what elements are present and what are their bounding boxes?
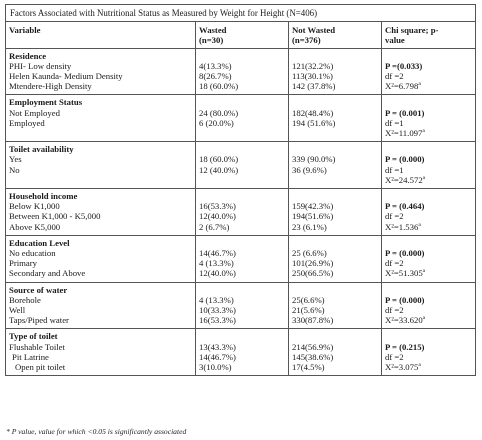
- not-wasted-value: 17(4.5%): [292, 362, 325, 373]
- p-value: P =(0.033): [385, 60, 423, 71]
- header-variable: Variable: [6, 22, 196, 48]
- wasted-cell: [196, 235, 289, 282]
- row-label: Primary: [9, 258, 37, 269]
- section-variable-cell: [6, 235, 196, 282]
- not-wasted-value: 339 (90.0%): [292, 154, 336, 165]
- chi-square-number: X²=1.536: [385, 221, 419, 232]
- header-chi-square: Chi square; p- value: [382, 22, 476, 48]
- p-value: P = (0.001): [385, 107, 425, 118]
- wasted-value: 18 (60.0%): [199, 154, 239, 165]
- degrees-of-freedom: df =2: [385, 305, 404, 316]
- section-row: [6, 95, 476, 142]
- wasted-value: 6 (20.0%): [199, 117, 234, 128]
- section-variable-cell: [6, 329, 196, 376]
- wasted-value: 16(53.3%): [199, 315, 236, 326]
- row-label: Open pit toilet: [15, 362, 66, 373]
- p-value: P = (0.000): [385, 154, 425, 165]
- degrees-of-freedom: df =2: [385, 258, 404, 269]
- not-wasted-value: 25 (6.6%): [292, 248, 327, 259]
- row-label: Not Employed: [9, 107, 60, 118]
- significance-marker: a: [422, 128, 425, 135]
- not-wasted-value: 113(30.1%): [292, 71, 333, 81]
- significance-marker: a: [422, 268, 426, 275]
- not-wasted-cell: [289, 95, 382, 142]
- chi-square-cell: [382, 95, 476, 142]
- chi-square-cell: [382, 329, 476, 376]
- degrees-of-freedom: df =1: [385, 164, 404, 175]
- not-wasted-cell: [289, 282, 382, 329]
- significance-marker: a: [422, 315, 426, 322]
- footnote: * P value, value for which <0.05 is significantly associated: [6, 427, 187, 436]
- degrees-of-freedom: df =1: [385, 117, 404, 128]
- wasted-cell: [196, 189, 289, 236]
- chi-square-value: [385, 222, 472, 232]
- wasted-value: 4(13.3%): [199, 60, 232, 71]
- section-row: [6, 282, 476, 329]
- not-wasted-cell: [289, 48, 382, 95]
- wasted-value: 4 (13.3%): [199, 258, 234, 269]
- not-wasted-cell: [289, 189, 382, 236]
- row-label: No: [9, 164, 20, 175]
- table-caption-row: [6, 5, 476, 22]
- wasted-value: 2 (6.7%): [199, 221, 230, 232]
- chi-square-value: [385, 175, 472, 185]
- wasted-cell: [196, 48, 289, 95]
- not-wasted-value: 36 (9.6%): [292, 164, 327, 175]
- wasted-value: 8(26.7%): [199, 71, 232, 81]
- row-label: PHI- Low density: [9, 60, 72, 71]
- section-row: [6, 235, 476, 282]
- section-title: Source of water: [9, 284, 68, 295]
- section-row: [6, 48, 476, 95]
- not-wasted-value: 25(6.6%): [292, 294, 325, 305]
- chi-square-number: X²=33.620: [385, 315, 423, 326]
- section-title: Household income: [9, 191, 78, 202]
- wasted-cell: [196, 329, 289, 376]
- header-wasted: Wasted (n=30): [196, 22, 289, 48]
- chi-square-cell: [382, 189, 476, 236]
- row-label: Borehole: [9, 294, 41, 305]
- row-label: Helen Kaunda- Medium Density: [9, 71, 123, 82]
- row-label: No education: [9, 248, 56, 259]
- wasted-value: 16(53.3%): [199, 201, 236, 212]
- section-variable-cell: [6, 282, 196, 329]
- wasted-value: 13(43.3%): [199, 341, 236, 352]
- degrees-of-freedom: df =2: [385, 211, 404, 222]
- section-variable-cell: [6, 189, 196, 236]
- p-value: P = (0.000): [385, 248, 425, 259]
- row-label: Yes: [9, 154, 22, 165]
- not-wasted-value: 23 (6.1%): [292, 221, 327, 232]
- results-table: [5, 4, 476, 376]
- wasted-cell: [196, 142, 289, 189]
- section-title: Type of toilet: [9, 331, 58, 342]
- not-wasted-value: 194 (51.6%): [292, 117, 336, 128]
- wasted-value: 14(46.7%): [199, 351, 236, 362]
- row-label: Between K1,000 - K5,000: [9, 211, 101, 222]
- header-not-wasted: Not Wasted (n=376): [289, 22, 382, 48]
- wasted-value: 24 (80.0%): [199, 107, 239, 118]
- not-wasted-cell: [289, 235, 382, 282]
- significance-marker: a: [418, 81, 421, 88]
- wasted-value: 4 (13.3%): [199, 294, 234, 305]
- section-row: [6, 329, 476, 376]
- row-label: Employed: [9, 117, 45, 128]
- table-caption: Factors Associated with Nutritional Status as Measured by Weight for Height (N=406): [6, 5, 476, 22]
- chi-square-number: X²=6.798: [385, 81, 419, 92]
- p-value: P = (0.215): [385, 341, 425, 352]
- not-wasted-value: 330(87.8%): [292, 315, 334, 326]
- not-wasted-value: 101(26.9%): [292, 258, 334, 269]
- not-wasted-value: 182(48.4%): [292, 107, 334, 118]
- not-wasted-value: 194(51.6%): [292, 211, 334, 222]
- chi-square-cell: [382, 235, 476, 282]
- chi-square-value: [385, 268, 472, 278]
- chi-square-value: [385, 362, 472, 372]
- wasted-value: 14(46.7%): [199, 248, 236, 259]
- row-label: Taps/Piped water: [9, 315, 69, 326]
- not-wasted-cell: [289, 142, 382, 189]
- chi-square-cell: [382, 282, 476, 329]
- wasted-value: 3(10.0%): [199, 362, 232, 373]
- wasted-cell: [196, 95, 289, 142]
- wasted-value: 12(40.0%): [199, 211, 236, 222]
- not-wasted-value: 250(66.5%): [292, 268, 334, 279]
- wasted-value: 12 (40.0%): [199, 164, 239, 175]
- not-wasted-value: 121(32.2%): [292, 60, 334, 71]
- row-label: Pit Latrine: [12, 351, 49, 362]
- chi-square-value: [385, 81, 472, 91]
- degrees-of-freedom: df =2: [385, 71, 404, 81]
- chi-square-value: [385, 128, 472, 138]
- row-label: Well: [9, 305, 26, 316]
- section-row: [6, 189, 476, 236]
- section-title: Employment Status: [9, 97, 83, 108]
- chi-square-cell: [382, 142, 476, 189]
- not-wasted-cell: [289, 329, 382, 376]
- degrees-of-freedom: df =2: [385, 351, 404, 362]
- header-row: [6, 22, 476, 48]
- not-wasted-value: 21(5.6%): [292, 305, 325, 316]
- chi-square-value: [385, 315, 472, 325]
- not-wasted-value: 145(38.6%): [292, 351, 334, 362]
- section-title: Residence: [9, 50, 47, 61]
- chi-square-number: X²=11.097: [385, 128, 423, 139]
- chi-square-cell: [382, 48, 476, 95]
- section-variable-cell: [6, 142, 196, 189]
- row-label: Above K5,000: [9, 221, 61, 232]
- wasted-value: 12(40.0%): [199, 268, 236, 279]
- document-page: [5, 4, 475, 376]
- p-value: P = (0.000): [385, 294, 425, 305]
- not-wasted-value: 142 (37.8%): [292, 81, 336, 92]
- not-wasted-value: 159(42.3%): [292, 201, 334, 212]
- significance-marker: a: [422, 174, 426, 181]
- section-variable-cell: [6, 95, 196, 142]
- row-label: Below K1,000: [9, 201, 60, 212]
- wasted-value: 10(33.3%): [199, 305, 236, 316]
- not-wasted-value: 214(56.9%): [292, 341, 334, 352]
- section-variable-cell: [6, 48, 196, 95]
- chi-square-number: X²=51.305: [385, 268, 423, 279]
- section-row: [6, 142, 476, 189]
- wasted-value: 18 (60.0%): [199, 81, 239, 92]
- chi-square-number: X²=3.075: [385, 362, 419, 373]
- chi-square-number: X²=24.572: [385, 174, 423, 185]
- section-title: Education Level: [9, 237, 70, 248]
- wasted-cell: [196, 282, 289, 329]
- section-title: Toilet availability: [9, 144, 74, 155]
- p-value: P = (0.464): [385, 201, 425, 212]
- significance-marker: a: [418, 362, 421, 369]
- row-label: Flushable Toilet: [9, 341, 65, 352]
- row-label: Mtendere-High Density: [9, 81, 92, 92]
- significance-marker: a: [418, 221, 421, 228]
- row-label: Secondary and Above: [9, 268, 86, 279]
